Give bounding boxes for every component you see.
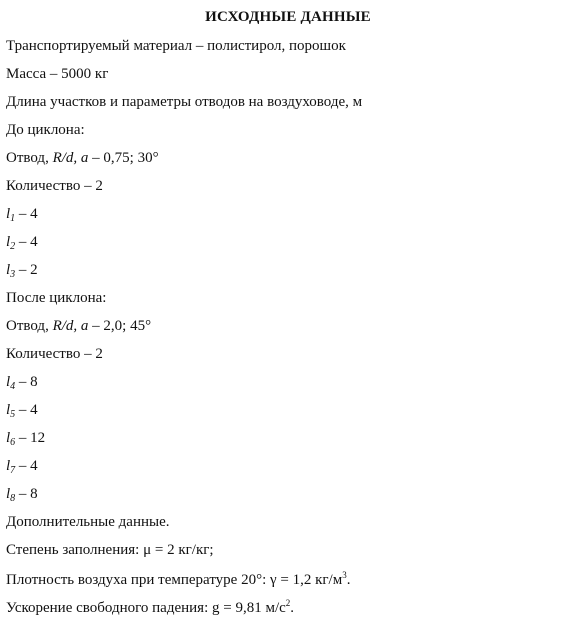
segment-value: – 2 bbox=[15, 262, 38, 278]
segment-value: – 4 bbox=[15, 206, 38, 222]
segment-index: 1 bbox=[10, 213, 16, 224]
segment-l1 bbox=[6, 206, 38, 224]
after-cyclone-bend bbox=[6, 318, 151, 335]
segment-symbol: l bbox=[6, 262, 11, 278]
segment-l6 bbox=[6, 430, 45, 448]
segment-value: – 8 bbox=[15, 374, 38, 390]
document-title: ИСХОДНЫЕ ДАННЫЕ bbox=[205, 9, 371, 25]
segment-symbol: l bbox=[6, 458, 11, 474]
bend-param: R/d, a bbox=[52, 150, 89, 166]
bend-value: – 0,75; 30° bbox=[88, 150, 159, 166]
segment-symbol: l bbox=[6, 234, 11, 250]
segment-index: 8 bbox=[10, 493, 16, 504]
segment-value: – 8 bbox=[15, 486, 38, 502]
gravity-line bbox=[6, 598, 294, 617]
after-cyclone-count: Количество – 2 bbox=[6, 346, 103, 362]
segment-index: 3 bbox=[10, 269, 16, 280]
segment-symbol: l bbox=[6, 374, 11, 390]
segment-l4 bbox=[6, 374, 38, 392]
bend-value: – 2,0; 45° bbox=[88, 318, 152, 334]
fill-ratio-line: Степень заполнения: μ = 2 кг/кг; bbox=[6, 542, 214, 558]
before-cyclone-bend bbox=[6, 150, 159, 167]
segment-index: 2 bbox=[10, 241, 16, 252]
bend-prefix: Отвод, bbox=[6, 150, 53, 166]
segment-index: 6 bbox=[10, 437, 16, 448]
bend-param: R/d, a bbox=[52, 318, 89, 334]
air-density-exponent: 3 bbox=[342, 570, 347, 580]
segment-value: – 4 bbox=[15, 458, 38, 474]
gravity-text: Ускорение свободного падения: g = 9,81 м/с bbox=[6, 600, 286, 616]
segment-symbol: l bbox=[6, 430, 11, 446]
air-density-end: . bbox=[346, 572, 351, 588]
sections-header: Длина участков и параметры отводов на воздуховоде, м bbox=[6, 94, 363, 110]
mass-line: Масса – 5000 кг bbox=[6, 66, 109, 82]
segment-symbol: l bbox=[6, 206, 11, 222]
segment-l3 bbox=[6, 262, 38, 280]
segment-value: – 4 bbox=[15, 234, 38, 250]
segment-index: 7 bbox=[10, 465, 16, 476]
segment-l7 bbox=[6, 458, 38, 476]
gravity-end: . bbox=[290, 600, 295, 616]
air-density-text: Плотность воздуха при температуре 20°: γ = 1,2 кг/м bbox=[6, 572, 343, 588]
additional-heading: Дополнительные данные. bbox=[6, 514, 170, 530]
segment-symbol: l bbox=[6, 402, 11, 418]
segment-value: – 4 bbox=[15, 402, 38, 418]
segment-index: 5 bbox=[10, 409, 16, 420]
segment-symbol: l bbox=[6, 486, 11, 502]
gravity-exponent: 2 bbox=[285, 598, 291, 608]
segment-l2 bbox=[6, 234, 38, 252]
before-cyclone-heading: До циклона: bbox=[6, 122, 85, 138]
before-cyclone-count: Количество – 2 bbox=[6, 178, 103, 194]
material-line: Транспортируемый материал – полистирол, порошок bbox=[6, 38, 346, 54]
segment-value: – 12 bbox=[15, 430, 46, 446]
segment-l5 bbox=[6, 402, 38, 420]
segment-l8 bbox=[6, 486, 38, 504]
air-density-line bbox=[6, 570, 350, 589]
segment-index: 4 bbox=[10, 381, 16, 392]
bend-prefix: Отвод, bbox=[6, 318, 53, 334]
after-cyclone-heading: После циклона: bbox=[6, 290, 107, 306]
